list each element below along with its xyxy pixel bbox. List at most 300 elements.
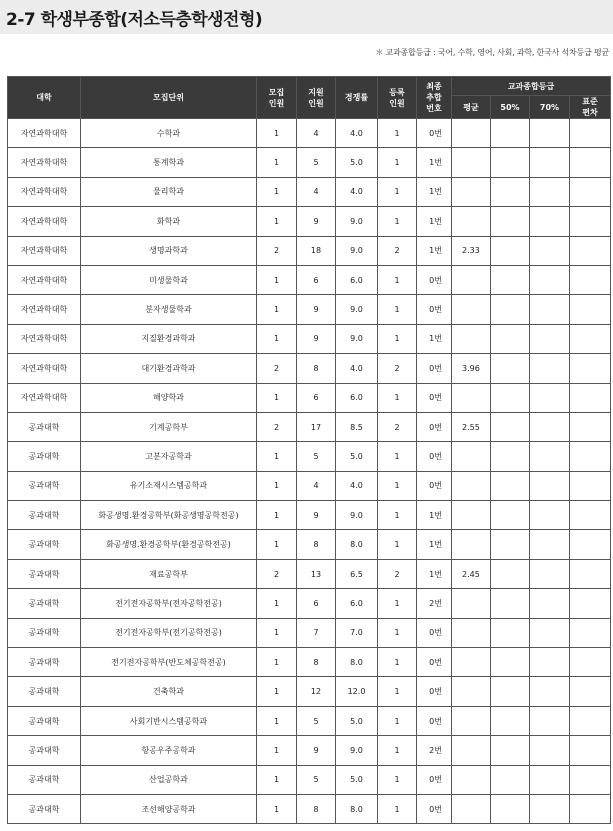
cell-unit: 건축학과 [81,677,257,706]
cell-applicants: 9 [297,295,336,324]
cell-avg: 2.55 [452,412,491,441]
header-final-no: 최종 추합 번호 [417,77,452,119]
cell-univ: 자연과학대학 [8,383,81,412]
cell-ratio: 5.0 [336,442,378,471]
cell-unit: 수학과 [81,119,257,148]
cell-univ: 자연과학대학 [8,148,81,177]
cell-ratio: 12.0 [336,677,378,706]
cell-enrolled: 1 [378,324,417,353]
cell-std [570,207,611,236]
cell-p50 [491,442,530,471]
cell-avg [452,148,491,177]
cell-unit: 전기전자공학부(전기공학전공) [81,618,257,647]
table-row [8,677,611,706]
cell-ratio: 9.0 [336,324,378,353]
cell-applicants: 6 [297,383,336,412]
table-row [8,501,611,530]
cell-std [570,736,611,765]
cell-p70 [530,471,570,500]
cell-unit: 통계학과 [81,148,257,177]
cell-final-no: 2번 [417,589,452,618]
cell-quota: 1 [257,207,297,236]
cell-ratio: 8.0 [336,794,378,823]
header-ratio: 경쟁률 [336,77,378,119]
cell-unit: 고분자공학과 [81,442,257,471]
cell-std [570,677,611,706]
cell-univ: 자연과학대학 [8,119,81,148]
cell-p70 [530,148,570,177]
cell-ratio: 6.0 [336,265,378,294]
cell-avg [452,648,491,677]
cell-applicants: 6 [297,265,336,294]
cell-quota: 2 [257,354,297,383]
cell-enrolled: 1 [378,207,417,236]
table-row [8,236,611,265]
cell-univ: 공과대학 [8,471,81,500]
table-row [8,383,611,412]
cell-univ: 공과대학 [8,706,81,735]
cell-avg [452,589,491,618]
cell-p70 [530,177,570,206]
cell-avg [452,530,491,559]
cell-std [570,530,611,559]
header-applicants: 지원 인원 [297,77,336,119]
cell-unit: 해양학과 [81,383,257,412]
table-row [8,412,611,441]
cell-p70 [530,295,570,324]
cell-quota: 1 [257,589,297,618]
cell-p70 [530,794,570,823]
header-std: 표준 편차 [570,96,611,119]
cell-enrolled: 1 [378,383,417,412]
cell-p70 [530,119,570,148]
cell-p50 [491,265,530,294]
cell-std [570,706,611,735]
cell-std [570,177,611,206]
cell-avg: 3.96 [452,354,491,383]
cell-applicants: 7 [297,618,336,647]
cell-final-no: 0번 [417,677,452,706]
table-row [8,648,611,677]
cell-p50 [491,236,530,265]
cell-unit: 산업공학과 [81,765,257,794]
cell-ratio: 8.0 [336,648,378,677]
cell-final-no: 1번 [417,236,452,265]
cell-enrolled: 1 [378,706,417,735]
cell-unit: 대기환경과학과 [81,354,257,383]
page-title: 2-7 학생부종합(저소득층학생전형) [6,9,263,30]
cell-ratio: 9.0 [336,736,378,765]
cell-avg [452,618,491,647]
cell-applicants: 4 [297,471,336,500]
cell-p70 [530,412,570,441]
cell-p70 [530,618,570,647]
cell-quota: 1 [257,295,297,324]
table-row [8,765,611,794]
cell-quota: 1 [257,677,297,706]
cell-applicants: 8 [297,354,336,383]
cell-univ: 공과대학 [8,765,81,794]
cell-quota: 1 [257,648,297,677]
cell-p50 [491,324,530,353]
cell-enrolled: 1 [378,648,417,677]
cell-enrolled: 1 [378,119,417,148]
cell-avg: 2.45 [452,559,491,588]
cell-quota: 1 [257,501,297,530]
cell-quota: 2 [257,559,297,588]
cell-enrolled: 1 [378,794,417,823]
cell-unit: 화공생명.환경공학부(화공생명공학전공) [81,501,257,530]
table-row [8,207,611,236]
cell-univ: 공과대학 [8,618,81,647]
cell-p70 [530,765,570,794]
cell-p50 [491,559,530,588]
table-row [8,706,611,735]
cell-univ: 자연과학대학 [8,236,81,265]
cell-p50 [491,207,530,236]
cell-avg [452,706,491,735]
cell-ratio: 9.0 [336,501,378,530]
cell-std [570,295,611,324]
cell-final-no: 0번 [417,442,452,471]
cell-applicants: 8 [297,648,336,677]
cell-std [570,648,611,677]
cell-quota: 1 [257,148,297,177]
cell-univ: 공과대학 [8,501,81,530]
cell-ratio: 9.0 [336,236,378,265]
cell-final-no: 1번 [417,177,452,206]
cell-avg [452,119,491,148]
cell-unit: 분자생물학과 [81,295,257,324]
cell-std [570,501,611,530]
cell-quota: 1 [257,618,297,647]
cell-enrolled: 1 [378,589,417,618]
cell-univ: 자연과학대학 [8,324,81,353]
header-p70: 70% [530,96,570,119]
cell-p50 [491,648,530,677]
cell-final-no: 0번 [417,765,452,794]
cell-p70 [530,530,570,559]
cell-final-no: 0번 [417,648,452,677]
cell-p50 [491,677,530,706]
cell-quota: 1 [257,706,297,735]
cell-unit: 물리학과 [81,177,257,206]
table-row [8,119,611,148]
cell-univ: 공과대학 [8,794,81,823]
cell-quota: 1 [257,471,297,500]
table-row [8,354,611,383]
table-row [8,589,611,618]
cell-applicants: 17 [297,412,336,441]
cell-ratio: 5.0 [336,148,378,177]
cell-unit: 미생물학과 [81,265,257,294]
cell-p50 [491,618,530,647]
cell-enrolled: 1 [378,736,417,765]
cell-unit: 전기전자공학부(반도체공학전공) [81,648,257,677]
cell-p50 [491,589,530,618]
cell-p70 [530,354,570,383]
cell-univ: 공과대학 [8,736,81,765]
cell-applicants: 6 [297,589,336,618]
cell-univ: 공과대학 [8,677,81,706]
cell-univ: 자연과학대학 [8,177,81,206]
cell-p70 [530,589,570,618]
cell-p50 [491,295,530,324]
cell-p50 [491,736,530,765]
cell-final-no: 1번 [417,559,452,588]
cell-avg [452,765,491,794]
table-row [8,471,611,500]
header-p50: 50% [491,96,530,119]
cell-std [570,412,611,441]
cell-p70 [530,236,570,265]
cell-avg [452,207,491,236]
cell-std [570,618,611,647]
cell-quota: 1 [257,177,297,206]
cell-p50 [491,706,530,735]
cell-std [570,589,611,618]
cell-unit: 생명과학과 [81,236,257,265]
cell-avg [452,471,491,500]
cell-final-no: 0번 [417,295,452,324]
cell-enrolled: 1 [378,265,417,294]
cell-avg [452,442,491,471]
cell-p70 [530,383,570,412]
cell-final-no: 0번 [417,354,452,383]
cell-applicants: 5 [297,706,336,735]
cell-quota: 1 [257,265,297,294]
cell-avg [452,295,491,324]
cell-quota: 2 [257,236,297,265]
cell-unit: 기계공학부 [81,412,257,441]
cell-ratio: 6.0 [336,589,378,618]
cell-quota: 1 [257,324,297,353]
cell-p50 [491,148,530,177]
header-enrolled: 등록 인원 [378,77,417,119]
table-body [8,119,611,824]
cell-enrolled: 2 [378,559,417,588]
table-row [8,442,611,471]
cell-quota: 1 [257,530,297,559]
cell-univ: 자연과학대학 [8,354,81,383]
cell-final-no: 1번 [417,207,452,236]
cell-std [570,324,611,353]
cell-final-no: 0번 [417,794,452,823]
cell-p50 [491,177,530,206]
cell-ratio: 6.0 [336,383,378,412]
cell-ratio: 9.0 [336,295,378,324]
cell-quota: 1 [257,765,297,794]
cell-final-no: 0번 [417,383,452,412]
table-row [8,794,611,823]
cell-enrolled: 1 [378,442,417,471]
cell-final-no: 1번 [417,324,452,353]
cell-applicants: 4 [297,177,336,206]
cell-applicants: 5 [297,765,336,794]
cell-univ: 공과대학 [8,589,81,618]
table-row [8,736,611,765]
cell-p50 [491,383,530,412]
cell-enrolled: 2 [378,412,417,441]
cell-final-no: 0번 [417,471,452,500]
cell-quota: 1 [257,442,297,471]
cell-unit: 사회기반시스템공학과 [81,706,257,735]
cell-applicants: 4 [297,119,336,148]
cell-p70 [530,324,570,353]
admission-results-table [7,76,611,824]
cell-enrolled: 1 [378,295,417,324]
cell-p70 [530,677,570,706]
table-row [8,295,611,324]
cell-final-no: 0번 [417,618,452,647]
cell-applicants: 9 [297,736,336,765]
cell-p50 [491,471,530,500]
cell-p70 [530,559,570,588]
cell-ratio: 5.0 [336,706,378,735]
table-row [8,148,611,177]
cell-avg [452,383,491,412]
cell-unit: 화공생명.환경공학부(환경공학전공) [81,530,257,559]
title-bar [0,0,613,34]
cell-p70 [530,501,570,530]
cell-avg [452,736,491,765]
table-row [8,324,611,353]
cell-unit: 조선해양공학과 [81,794,257,823]
cell-p50 [491,119,530,148]
cell-unit: 재료공학부 [81,559,257,588]
cell-applicants: 9 [297,324,336,353]
grade-note: ＊ 교과종합등급 : 국어, 수학, 영어, 사회, 과학, 한국사 석차등급 평균 [375,48,609,57]
cell-quota: 2 [257,412,297,441]
cell-enrolled: 1 [378,501,417,530]
cell-applicants: 8 [297,794,336,823]
cell-final-no: 2번 [417,736,452,765]
cell-p50 [491,412,530,441]
cell-p70 [530,706,570,735]
cell-quota: 1 [257,794,297,823]
cell-std [570,765,611,794]
cell-final-no: 0번 [417,119,452,148]
cell-std [570,442,611,471]
cell-std [570,236,611,265]
table-row [8,559,611,588]
cell-applicants: 12 [297,677,336,706]
cell-std [570,119,611,148]
cell-avg [452,324,491,353]
cell-ratio: 5.0 [336,765,378,794]
cell-ratio: 7.0 [336,618,378,647]
cell-applicants: 18 [297,236,336,265]
cell-avg [452,677,491,706]
cell-unit: 유기소재시스템공학과 [81,471,257,500]
cell-avg [452,794,491,823]
cell-enrolled: 1 [378,677,417,706]
cell-applicants: 8 [297,530,336,559]
cell-std [570,383,611,412]
cell-unit: 지질환경과학과 [81,324,257,353]
cell-std [570,471,611,500]
table-row [8,618,611,647]
table-row [8,177,611,206]
cell-ratio: 9.0 [336,207,378,236]
cell-unit: 화학과 [81,207,257,236]
cell-p70 [530,648,570,677]
cell-p50 [491,530,530,559]
cell-quota: 1 [257,383,297,412]
table-row [8,265,611,294]
cell-p70 [530,736,570,765]
cell-enrolled: 1 [378,471,417,500]
cell-avg [452,501,491,530]
cell-final-no: 0번 [417,706,452,735]
cell-ratio: 4.0 [336,177,378,206]
cell-enrolled: 2 [378,354,417,383]
cell-ratio: 4.0 [336,119,378,148]
cell-univ: 공과대학 [8,648,81,677]
cell-p70 [530,207,570,236]
cell-univ: 자연과학대학 [8,265,81,294]
cell-final-no: 0번 [417,265,452,294]
cell-univ: 공과대학 [8,442,81,471]
table-header [8,77,611,119]
cell-unit: 항공우주공학과 [81,736,257,765]
cell-applicants: 9 [297,207,336,236]
cell-p50 [491,765,530,794]
cell-enrolled: 2 [378,236,417,265]
cell-univ: 자연과학대학 [8,207,81,236]
cell-univ: 자연과학대학 [8,295,81,324]
cell-applicants: 9 [297,501,336,530]
cell-enrolled: 1 [378,618,417,647]
cell-avg [452,265,491,294]
cell-ratio: 8.0 [336,530,378,559]
cell-unit: 전기전자공학부(전자공학전공) [81,589,257,618]
cell-std [570,794,611,823]
cell-applicants: 5 [297,442,336,471]
cell-final-no: 1번 [417,148,452,177]
cell-enrolled: 1 [378,148,417,177]
cell-enrolled: 1 [378,530,417,559]
cell-applicants: 5 [297,148,336,177]
cell-std [570,148,611,177]
cell-quota: 1 [257,119,297,148]
header-unit: 모집단위 [81,77,257,119]
cell-final-no: 0번 [417,412,452,441]
header-quota: 모집 인원 [257,77,297,119]
cell-p70 [530,265,570,294]
header-grade-group: 교과종합등급 [452,77,611,96]
cell-enrolled: 1 [378,765,417,794]
cell-quota: 1 [257,736,297,765]
header-univ: 대학 [8,77,81,119]
cell-p50 [491,794,530,823]
cell-ratio: 6.5 [336,559,378,588]
cell-avg: 2.33 [452,236,491,265]
cell-univ: 공과대학 [8,559,81,588]
cell-std [570,354,611,383]
cell-univ: 공과대학 [8,530,81,559]
cell-avg [452,177,491,206]
cell-std [570,265,611,294]
cell-p70 [530,442,570,471]
cell-ratio: 4.0 [336,354,378,383]
cell-ratio: 8.5 [336,412,378,441]
table-row [8,530,611,559]
cell-final-no: 1번 [417,501,452,530]
cell-univ: 공과대학 [8,412,81,441]
cell-enrolled: 1 [378,177,417,206]
cell-applicants: 13 [297,559,336,588]
